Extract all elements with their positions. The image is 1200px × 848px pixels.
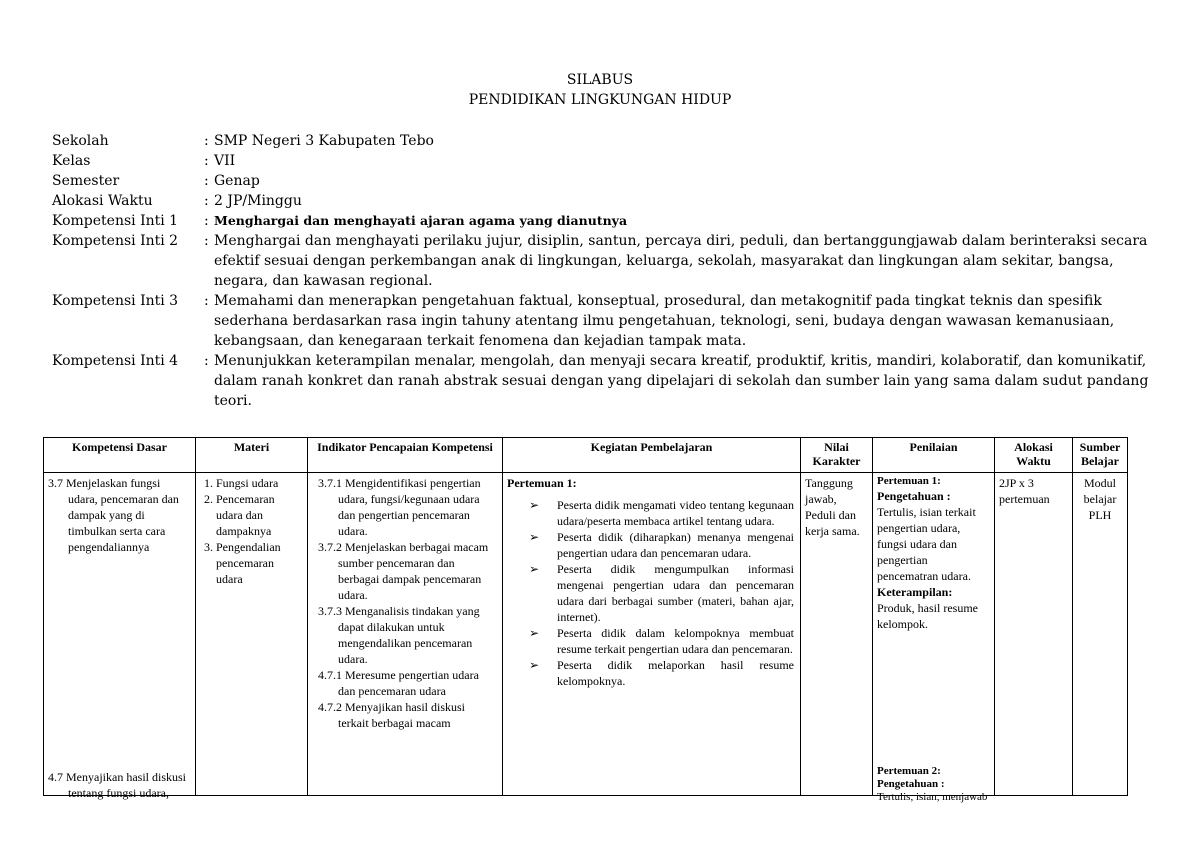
arrow-bullet-icon: ➢ (529, 498, 540, 512)
indikator-item: 4.7.1 Meresume pengertian udara dan pencemaran udara (318, 668, 479, 698)
penilaian-pengetahuan-1: Pengetahuan : (877, 489, 951, 503)
header-kompetensi-dasar: Kompetensi Dasar (44, 438, 196, 473)
info-row-semester: Semester : Genap (52, 173, 260, 189)
info-row-kelas: Kelas : VII (52, 153, 236, 169)
indikator-item: 3.7.3 Menganalisis tindakan yang dapat dilakukan untuk mengendalikan pencemaran udara. (318, 604, 480, 666)
penilaian-pengetahuan-2: Pengetahuan : (877, 778, 945, 790)
header-sumber: Sumber Belajar (1073, 438, 1128, 473)
indikator-item: 3.7.2 Menjelaskan berbagai macam sumber pencemaran dan berbagai dampak pencemaran udara. (318, 540, 489, 602)
cell-sumber-belajar: Modul belajar PLH (1073, 473, 1128, 796)
info-row-ki1: Kompetensi Inti 1 : Menghargai dan menghayati ajaran agama yang dianutnya (52, 213, 628, 229)
indikator-item: 4.7.2 Menyajikan hasil diskusi terkait berbagai macam (318, 700, 465, 730)
header-indikator: Indikator Pencapaian Kompetensi (308, 438, 503, 473)
kd-item: 3.7 Menjelaskan fungsi udara, pencemaran dan dampak yang di timbulkan serta cara pengendaliannya (48, 476, 179, 554)
info-row-ki2: Kompetensi Inti 2 : Menghargai dan menghayati perilaku jujur, disiplin, santun, percaya diri, peduli, dan bertanggungjawab dalam berinteraksi secara efektif sesuai dengan perkembangan anak di lingkungan, keluarga, sekolah, masyarakat dan lingkungan alam sekitar, bangsa, negara, dan kawasan regional. (52, 233, 1148, 289)
document-subtitle: PENDIDIKAN LINGKUNGAN HIDUP (468, 92, 732, 108)
header-alokasi: Alokasi Waktu (995, 438, 1073, 473)
arrow-bullet-icon: ➢ (529, 626, 540, 640)
kd-item: 4.7 Menyajikan hasil diskusi tentang fungsi udara, (48, 770, 186, 800)
cell-kegiatan (503, 473, 801, 796)
cell-penilaian (873, 473, 995, 803)
cell-nilai-karakter: Tanggung jawab, Peduli dan kerja sama. (801, 473, 873, 796)
list-item: ➢ Peserta didik mengumpulkan informasi mengenai pengertian udara dan pencemaran udara dari berbagai sumber (materi, bahan ajar, internet). (507, 561, 794, 625)
header-nilai: Nilai Karakter (801, 438, 873, 473)
arrow-bullet-icon: ➢ (529, 562, 540, 576)
arrow-bullet-icon: ➢ (529, 658, 540, 672)
list-item: ➢ Peserta didik (diharapkan) menanya mengenai pengertian udara dan pencemaran udara. (507, 529, 794, 561)
cell-materi (196, 473, 308, 796)
kegiatan-heading: Pertemuan 1: (507, 476, 577, 490)
cell-alokasi-waktu: 2JP x 3 pertemuan (995, 473, 1073, 796)
info-row-sekolah: Sekolah : SMP Negeri 3 Kabupaten Tebo (52, 133, 434, 149)
penilaian-pengetahuan-1-text: Tertulis, isian terkait pengertian udara, fungsi udara dan pengertian pencematran udara. (877, 505, 976, 583)
info-row-ki4: Kompetensi Inti 4 : Menunjukkan keterampilan menalar, mengolah, dan menyaji secara kreatif, produktif, kritis, mandiri, kolaboratif, dan komunikatif, dalam ranah konkret dan ranah abstrak sesuai dengan yang dipelajari di sekolah dan sumber lain yang sama dalam sudut pandang teori. (52, 353, 1149, 409)
penilaian-pengetahuan-2-text: Tertulis, isian, menjawab (877, 791, 988, 803)
materi-item: 2. Pencemaran udara dan dampaknya (216, 491, 303, 539)
penilaian-p2: Pertemuan 2: (877, 765, 941, 777)
arrow-bullet-icon: ➢ (529, 530, 540, 544)
indikator-item: 3.7.1 Mengidentifikasi pengertian udara, fungsi/kegunaan udara dan pengertian pencemaran udara. (318, 476, 481, 538)
cell-indikator (308, 473, 503, 796)
document-title: SILABUS (566, 72, 634, 88)
list-item: ➢ Peserta didik dalam kelompoknya membuat resume terkait pengertian udara dan pencemaran. (507, 625, 794, 657)
penilaian-keterampilan: Keterampilan: (877, 585, 953, 599)
header-penilaian: Penilaian (873, 438, 995, 473)
table-row (44, 473, 1128, 796)
materi-item: 1. Fungsi udara (216, 475, 303, 491)
info-block (52, 131, 1152, 411)
penilaian-keterampilan-text: Produk, hasil resume kelompok. (877, 601, 978, 631)
list-item: ➢ Peserta didik melaporkan hasil resume kelompoknya. (507, 657, 794, 689)
info-row-ki3: Kompetensi Inti 3 : Memahami dan menerapkan pengetahuan faktual, konseptual, prosedural, dan metakognitif pada tingkat teknis dan spesifik sederhana berdasarkan rasa ingin tahuny atentang ilmu pengetahuan, teknologi, seni, budaya dengan wawasan kemanusiaan, kebangsaan, dan kenegaraan terkait fenomena dan kejadian tampak mata. (52, 293, 1115, 349)
header-materi: Materi (196, 438, 308, 473)
cell-kompetensi-dasar (44, 473, 196, 800)
syllabus-table (43, 437, 1128, 803)
list-item: ➢ Peserta didik mengamati video tentang kegunaan udara/peserta membaca artikel tentang udara. (507, 497, 794, 529)
penilaian-p1: Pertemuan 1: (877, 475, 941, 487)
materi-item: 3. Pengendalian pencemaran udara (216, 539, 303, 587)
info-row-alokasi: Alokasi Waktu : 2 JP/Minggu (52, 193, 302, 209)
header-kegiatan: Kegiatan Pembelajaran (503, 438, 801, 473)
table-header-row (44, 438, 1128, 473)
